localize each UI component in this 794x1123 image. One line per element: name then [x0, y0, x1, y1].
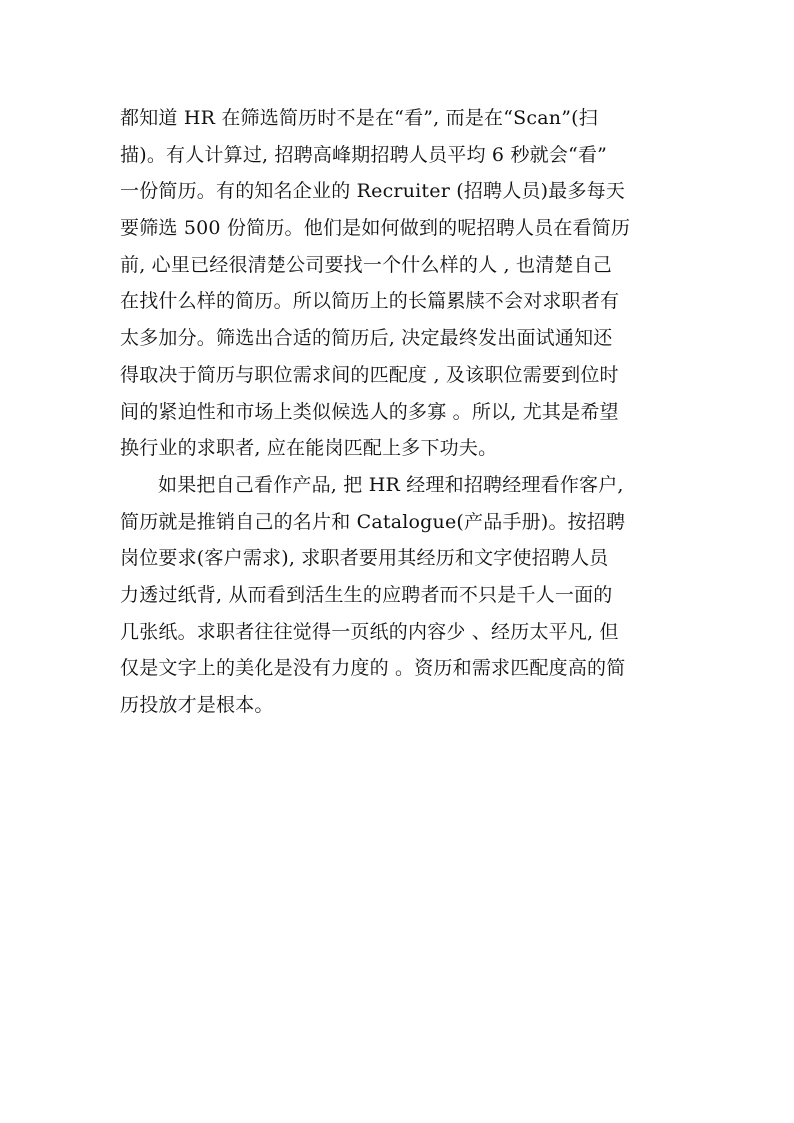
text-line: 历投放才是根本。 [120, 694, 274, 716]
paragraph-2 [120, 467, 680, 724]
text-line: 都知道 HR 在筛选简历时不是在“看”, 而是在“Scan”(扫 [120, 107, 598, 129]
text-line: 要筛选 500 份简历。他们是如何做到的呢招聘人员在看简历 [120, 217, 631, 240]
text-line: 仅是文字上的美化是没有力度的 。资历和需求匹配度高的简 [120, 657, 626, 680]
text-line: 描)。有人计算过, 招聘高峰期招聘人员平均 6 秒就会“看” [120, 143, 608, 166]
text-line: 简历就是推销自己的名片和 Catalogue(产品手册)。按招聘 [120, 510, 626, 533]
text-line: 太多加分。筛选出合适的简历后, 决定最终发出面试通知还 [120, 327, 613, 350]
text-line: 前, 心里已经很清楚公司要找一个什么样的人 , 也清楚自己 [120, 253, 612, 276]
text-line: 换行业的求职者, 应在能岗匹配上多下功夫。 [120, 437, 498, 460]
text-line: 一份简历。有的知名企业的 Recruiter (招聘人员)最多每天 [120, 180, 626, 203]
text-line: 间的紧迫性和市场上类似候选人的多寡 。所以, 尤其是希望 [120, 400, 619, 423]
text-line: 力透过纸背, 从而看到活生生的应聘者而不只是千人一面的 [120, 583, 613, 606]
text-line: 几张纸。求职者往往觉得一页纸的内容少 、经历太平凡, 但 [120, 620, 619, 643]
text-line: 如果把自己看作产品, 把 HR 经理和招聘经理看作客户, [158, 473, 624, 496]
text-line: 岗位要求(客户需求), 求职者要用其经历和文字使招聘人员 [120, 547, 609, 570]
document-body [120, 100, 680, 724]
paragraph-1 [120, 100, 680, 467]
text-line: 得取决于简历与职位需求间的匹配度 , 及该职位需要到位时 [120, 363, 619, 386]
text-line: 在找什么样的简历。所以简历上的长篇累牍不会对求职者有 [120, 290, 620, 313]
